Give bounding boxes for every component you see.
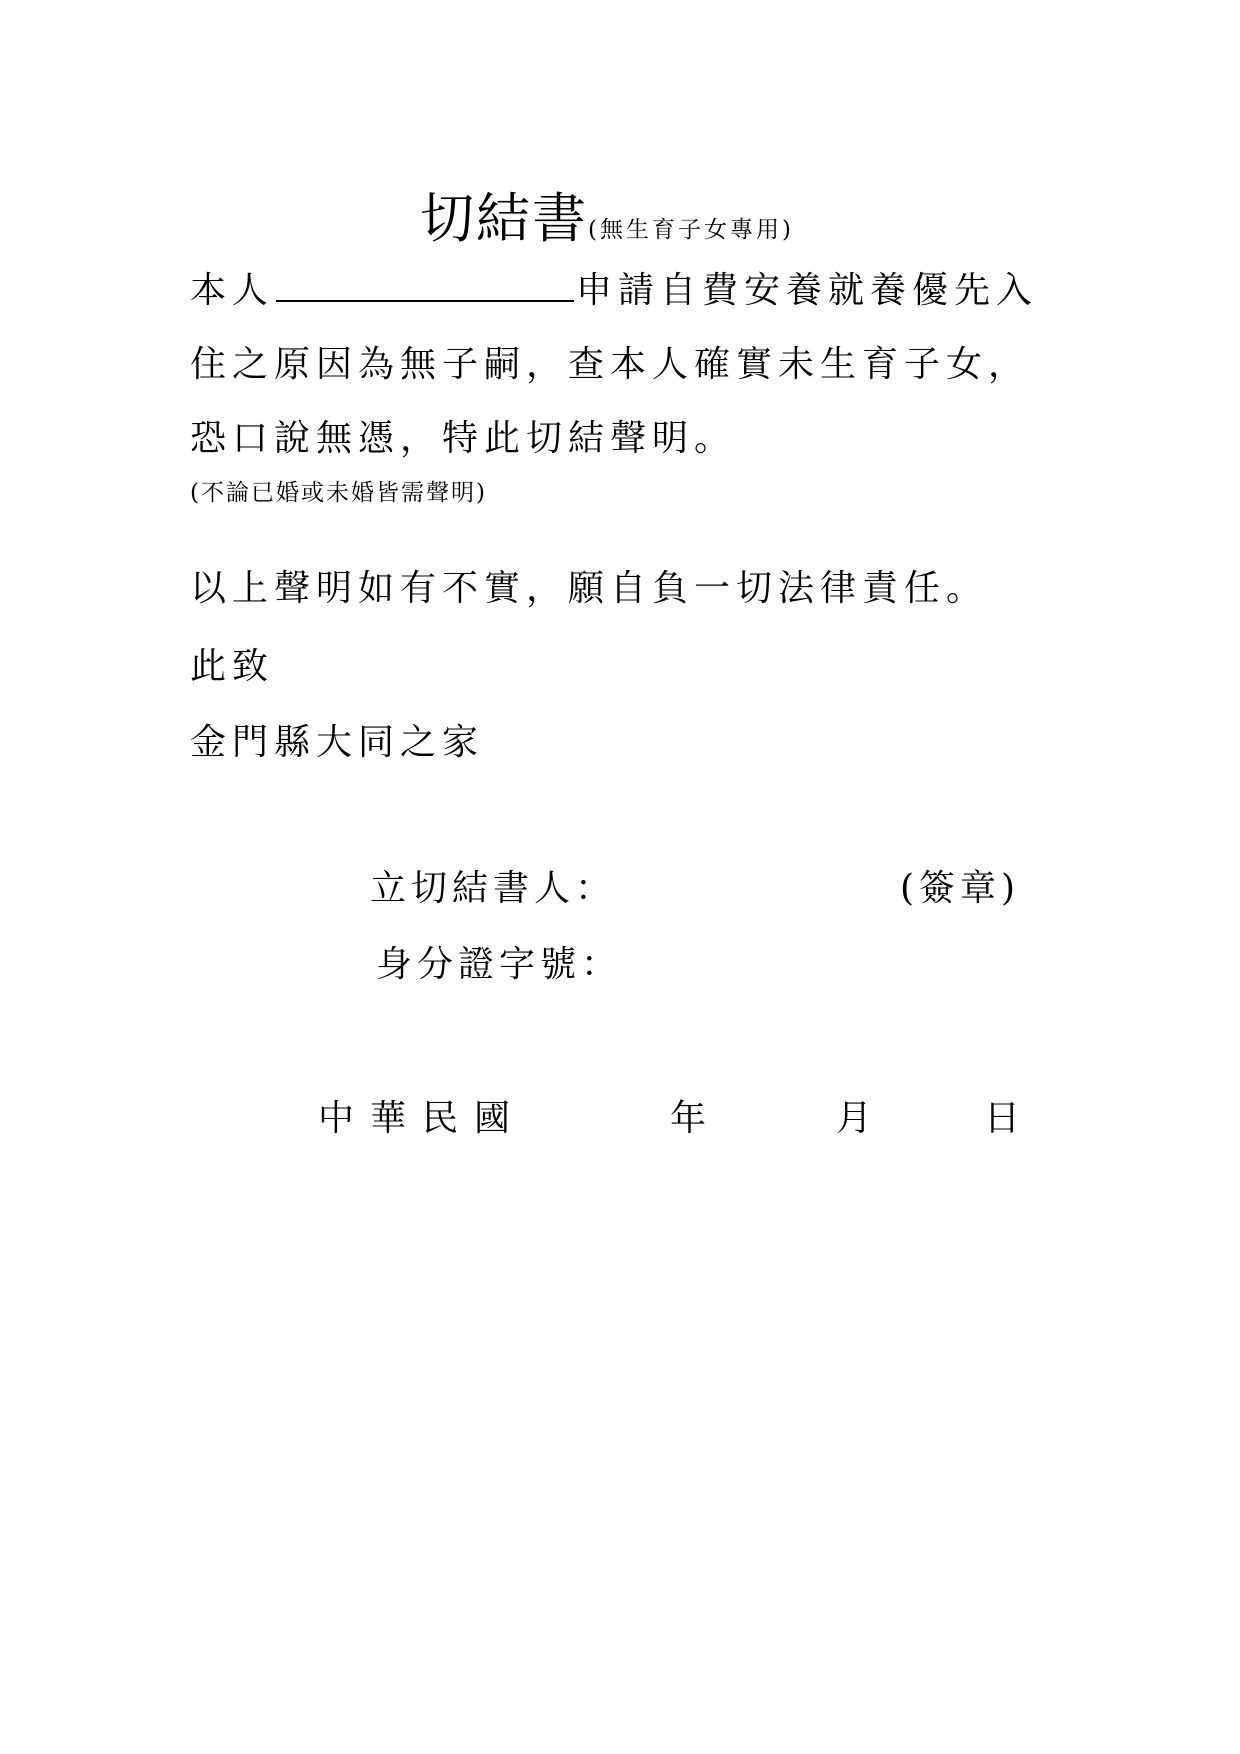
declaration-line-2: 住之原因為無子嗣，查本人確實未生育子女，	[190, 344, 1031, 385]
date-month: 月	[836, 1098, 889, 1139]
title-subtitle: (無生育子女專用)	[588, 217, 794, 243]
declarant-label: 立切結書人：	[370, 868, 617, 909]
name-blank-field[interactable]	[276, 266, 574, 302]
salutation: 此致	[190, 646, 275, 687]
recipient: 金門縣大同之家	[190, 722, 485, 763]
declaration-line-3: 恐口說無憑，特此切結聲明。	[190, 418, 737, 459]
id-number-label: 身分證字號：	[376, 944, 623, 985]
seal-label: (簽章)	[900, 868, 1021, 909]
declaration-prefix: 本人	[190, 270, 275, 311]
date-day: 日	[984, 1098, 1037, 1139]
date-year: 年	[670, 1098, 723, 1139]
declaration-note: (不論已婚或未婚皆需聲明)	[190, 480, 487, 506]
document-title	[420, 176, 794, 250]
title-main: 切結書	[420, 187, 588, 250]
date-era: 中華民國	[318, 1098, 527, 1139]
declaration-line-1	[190, 262, 1038, 313]
liability-statement: 以上聲明如有不實，願自負一切法律責任。	[190, 568, 989, 609]
declaration-line1-suffix: 申請自費安養就養優先入	[576, 270, 1039, 311]
